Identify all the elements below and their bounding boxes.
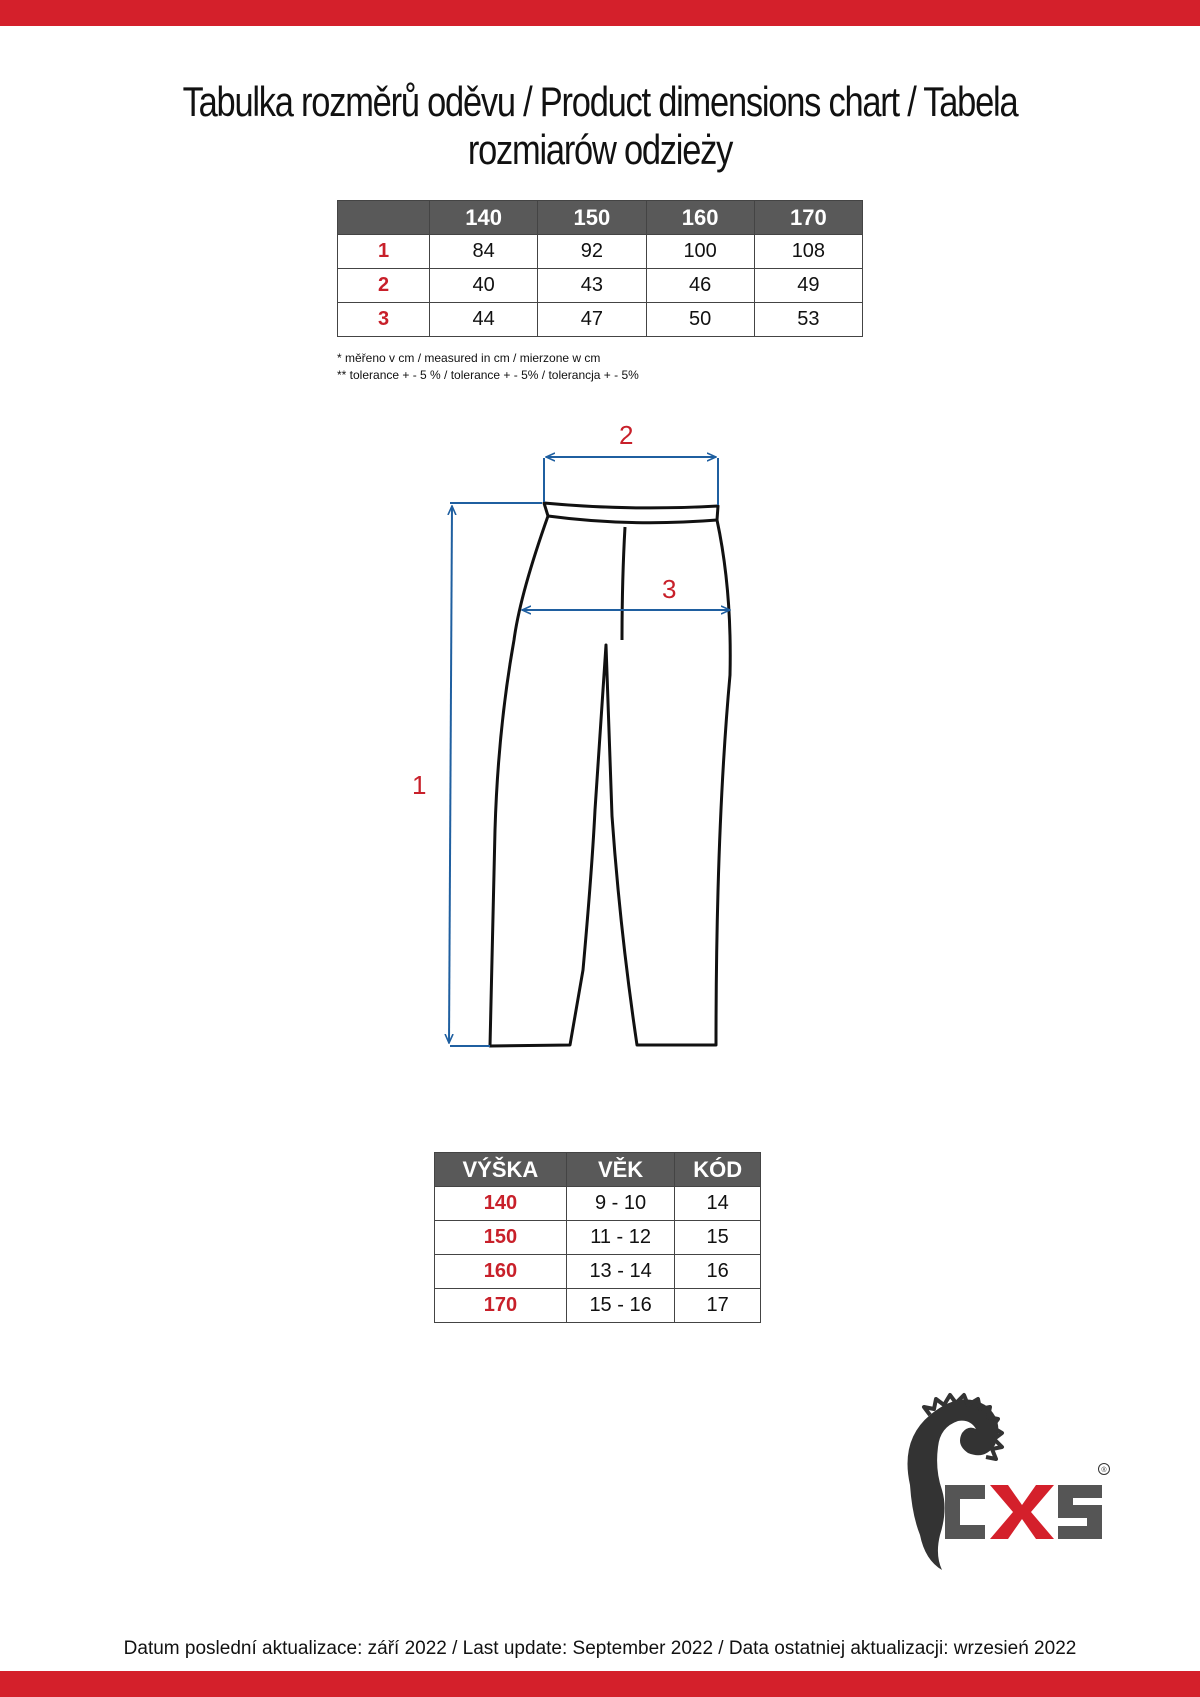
table-cell: 84	[430, 235, 538, 269]
table-row	[338, 269, 863, 303]
row-label: 2	[338, 269, 430, 303]
table-cell: 92	[538, 235, 646, 269]
table-cell: 160	[435, 1255, 567, 1289]
table-cell: 150	[435, 1221, 567, 1255]
table-cell: 14	[675, 1187, 761, 1221]
column-header: VÝŠKA	[435, 1153, 567, 1187]
column-header: 170	[754, 201, 862, 235]
column-header: 160	[646, 201, 754, 235]
top-red-bar	[0, 0, 1200, 26]
table-cell: 49	[754, 269, 862, 303]
column-header: KÓD	[675, 1153, 761, 1187]
note-measured: * měřeno v cm / measured in cm / mierzone w cm	[337, 351, 601, 365]
table-cell: 13 - 14	[566, 1255, 675, 1289]
ram-logo-icon	[890, 1385, 1120, 1575]
table-row	[338, 235, 863, 269]
table-cell: 50	[646, 303, 754, 337]
page-title: Tabulka rozměrů oděvu / Product dimensions chart / Tabela rozmiarów odzieży	[182, 78, 1018, 173]
table-cell: 47	[538, 303, 646, 337]
column-header: VĚK	[566, 1153, 675, 1187]
size-table	[434, 1152, 761, 1323]
table-cell: 170	[435, 1289, 567, 1323]
header-corner-cell	[338, 201, 430, 235]
table-row	[435, 1255, 761, 1289]
table-cell: 15 - 16	[566, 1289, 675, 1323]
row-label: 1	[338, 235, 430, 269]
trousers-drawing	[380, 410, 760, 1060]
table-header-row	[338, 201, 863, 235]
table-cell: 17	[675, 1289, 761, 1323]
registered-mark: ®	[1101, 1467, 1107, 1474]
table-cell: 40	[430, 269, 538, 303]
trousers-diagram	[380, 410, 760, 1060]
measure-label-2: 2	[619, 420, 634, 450]
dimensions-table	[337, 200, 863, 337]
column-header: 150	[538, 201, 646, 235]
table-row	[435, 1221, 761, 1255]
cxs-logo	[890, 1385, 1120, 1575]
table-cell: 11 - 12	[566, 1221, 675, 1255]
note-tolerance: ** tolerance + - 5 % / tolerance + - 5% / tolerancja + - 5%	[337, 368, 639, 382]
table-cell: 108	[754, 235, 862, 269]
table-cell: 43	[538, 269, 646, 303]
table-cell: 15	[675, 1221, 761, 1255]
table-row	[338, 303, 863, 337]
table-header-row	[435, 1153, 761, 1187]
table-cell: 44	[430, 303, 538, 337]
column-header: 140	[430, 201, 538, 235]
measure-1-line	[449, 506, 452, 1043]
table-cell: 100	[646, 235, 754, 269]
table-cell: 140	[435, 1187, 567, 1221]
notes	[337, 350, 639, 384]
table-cell: 53	[754, 303, 862, 337]
table-row	[435, 1187, 761, 1221]
trousers-outline	[490, 503, 730, 1046]
bottom-red-bar	[0, 1671, 1200, 1697]
table-cell: 16	[675, 1255, 761, 1289]
row-label: 3	[338, 303, 430, 337]
measure-label-3: 3	[662, 574, 677, 604]
footer-last-update: Datum poslední aktualizace: září 2022 / Last update: September 2022 / Data ostatniej aktualizacji: wrzesień 2022	[123, 1638, 1077, 1659]
table-row	[435, 1289, 761, 1323]
measure-label-1: 1	[412, 770, 427, 800]
table-cell: 9 - 10	[566, 1187, 675, 1221]
table-cell: 46	[646, 269, 754, 303]
